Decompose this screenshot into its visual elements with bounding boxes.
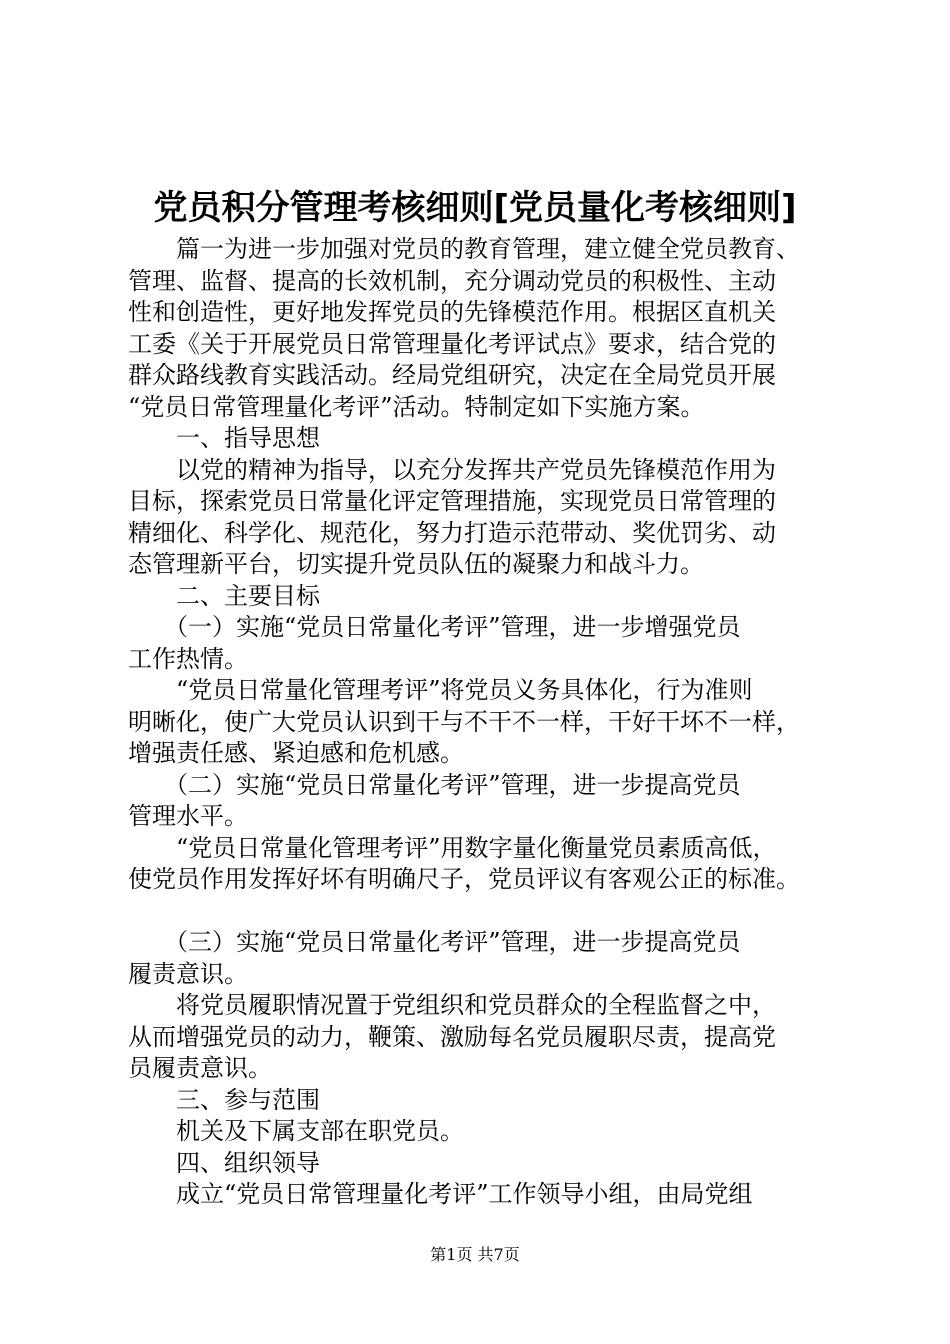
text-line: 管理、监督、提高的长效机制，充分调动党员的积极性、主动 <box>128 266 776 295</box>
page-footer: 第1页 共7页 <box>430 1245 520 1264</box>
text-line: 精细化、科学化、规范化，努力打造示范带动、奖优罚劣、动 <box>128 518 776 547</box>
text-line: “党员日常量化管理考评”用数字量化衡量党员素质高低， <box>128 833 777 862</box>
text-line: 将党员履职情况置于党组织和党员群众的全程监督之中， <box>128 991 776 1019</box>
text-line: 四、组织领导 <box>128 1148 320 1177</box>
text-line: 三、参与范围 <box>128 1085 320 1114</box>
page-title: 党员积分管理考核细则[党员量化考核细则] <box>153 188 797 228</box>
blank-line <box>128 896 834 928</box>
text-line: 员履责意识。 <box>128 1054 272 1082</box>
text-line: 管理水平。 <box>128 802 248 830</box>
text-line: 明晰化，使广大党员认识到干与不干不一样，干好干坏不一样， <box>128 707 800 736</box>
text-line: 目标，探索党员日常量化评定管理措施，实现党员日常管理的 <box>128 487 776 515</box>
text-line: “党员日常量化管理考评”将党员义务具体化，行为准则 <box>128 676 753 704</box>
text-line: 工委《关于开展党员日常管理量化考评试点》要求，结合党的 <box>128 329 776 358</box>
text-line: 态管理新平台，切实提升党员队伍的凝聚力和战斗力。 <box>128 550 704 578</box>
text-line: “党员日常管理量化考评”活动。特制定如下实施方案。 <box>128 392 705 421</box>
text-line: 工作热情。 <box>128 644 248 673</box>
document-body <box>128 234 834 1211</box>
text-line: 一、指导思想 <box>128 424 320 452</box>
text-line: 篇一为进一步加强对党员的教育管理，建立健全党员教育、 <box>128 235 800 263</box>
text-line: （三）实施“党员日常量化考评”管理，进一步提高党员 <box>128 928 741 956</box>
text-line: 成立“党员日常管理量化考评”工作领导小组，由局党组 <box>128 1180 753 1208</box>
text-line: 从而增强党员的动力，鞭策、激励每名党员履职尽责，提高党 <box>128 1022 776 1051</box>
text-line: （二）实施“党员日常量化考评”管理，进一步提高党员 <box>128 770 741 799</box>
text-line: 群众路线教育实践活动。经局党组研究，决定在全局党员开展 <box>128 361 776 389</box>
text-line: 二、主要目标 <box>128 581 320 610</box>
text-line: 使党员作用发挥好坏有明确尺子，党员评议有客观公正的标准。 <box>128 865 800 893</box>
text-line: 以党的精神为指导，以充分发挥共产党员先锋模范作用为 <box>128 455 776 484</box>
text-line: 性和创造性，更好地发挥党员的先锋模范作用。根据区直机关 <box>128 298 776 326</box>
text-line: 履责意识。 <box>128 959 248 988</box>
text-line: 增强责任感、紧迫感和危机感。 <box>128 739 464 767</box>
text-line: 机关及下属支部在职党员。 <box>128 1117 464 1145</box>
text-line: （一）实施“党员日常量化考评”管理，进一步增强党员 <box>128 613 741 641</box>
